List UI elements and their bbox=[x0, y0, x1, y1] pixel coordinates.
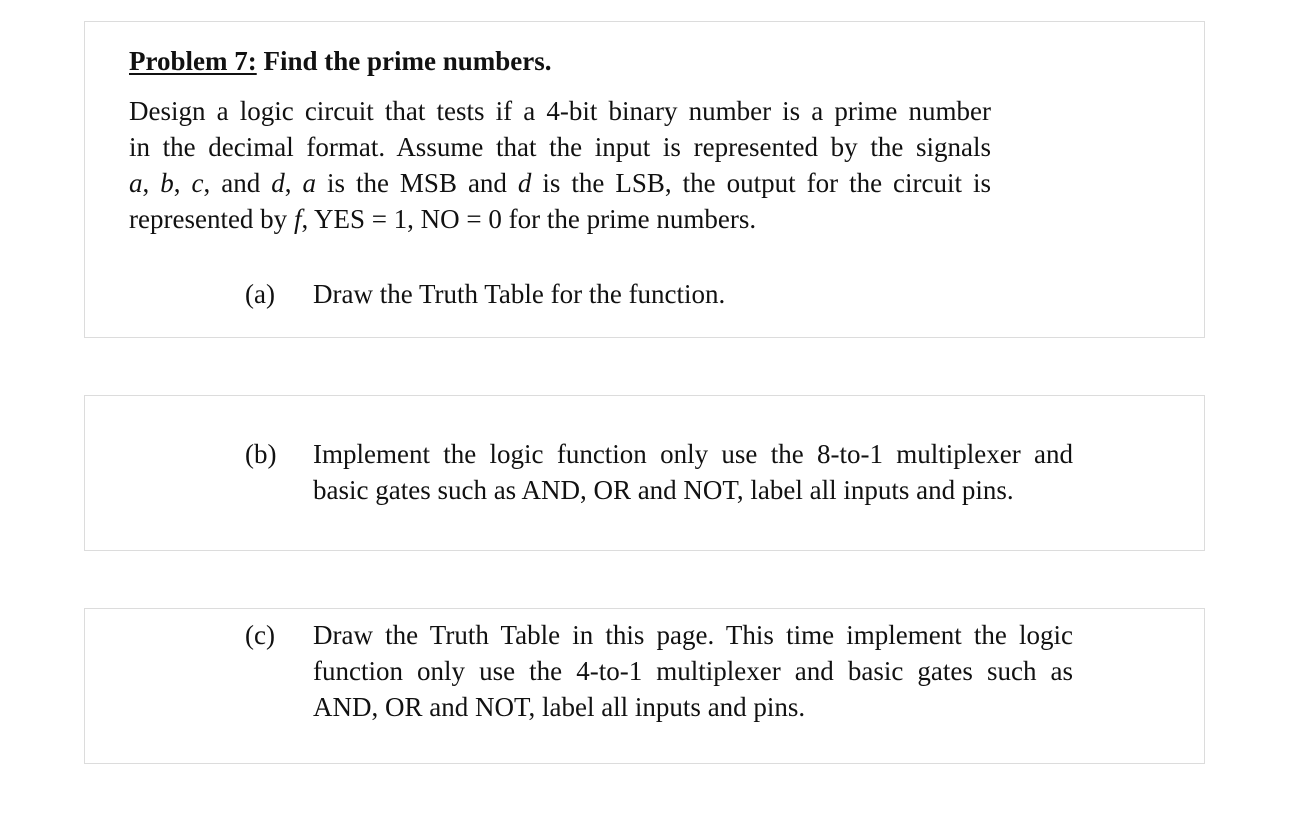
description-line-2: in the decimal format. Assume that the input is represented by the signals bbox=[129, 132, 991, 162]
part-b-marker: (b) bbox=[245, 439, 277, 469]
var-d: d bbox=[271, 168, 285, 198]
problem-description bbox=[129, 93, 991, 237]
problem-title bbox=[129, 43, 552, 79]
var-b: b bbox=[160, 168, 174, 198]
description-line-1: Design a logic circuit that tests if a 4-bit binary number is a prime number bbox=[129, 96, 991, 126]
part-a-item bbox=[245, 276, 1073, 312]
part-a-line: Draw the Truth Table for the function. bbox=[313, 279, 726, 309]
problem-panel-part-c bbox=[84, 608, 1205, 764]
part-c-text bbox=[313, 617, 1073, 725]
part-c-line-3: AND, OR and NOT, label all inputs and pins. bbox=[313, 692, 806, 722]
problem-label: Problem 7: bbox=[129, 46, 257, 76]
part-c-line-1: Draw the Truth Table in this page. This time implement the logic bbox=[313, 620, 1073, 650]
msb-var: a bbox=[302, 168, 316, 198]
var-f: f bbox=[293, 204, 302, 234]
part-c-item bbox=[245, 617, 1073, 725]
var-c: c bbox=[191, 168, 204, 198]
part-a-text bbox=[313, 276, 1073, 312]
part-c-line-2: function only use the 4-to-1 multiplexer and basic gates such as bbox=[313, 656, 1073, 686]
var-a: a bbox=[129, 168, 143, 198]
description-line-3: a, b, c, and d, a is the MSB and d is the LSB, the output for the circuit is bbox=[129, 168, 992, 198]
part-b-item bbox=[245, 436, 1073, 508]
part-b-line-2: basic gates such as AND, OR and NOT, label all inputs and pins. bbox=[313, 475, 1014, 505]
part-a-marker: (a) bbox=[245, 279, 275, 309]
problem-panel-part-b bbox=[84, 395, 1205, 551]
problem-heading: Find the prime numbers. bbox=[256, 46, 552, 76]
part-c-marker: (c) bbox=[245, 620, 275, 650]
lsb-var: d bbox=[517, 168, 532, 198]
description-line-4: represented by f, YES = 1, NO = 0 for the prime numbers. bbox=[129, 204, 757, 234]
part-b-text bbox=[313, 436, 1073, 508]
part-b-line-1: Implement the logic function only use the 8-to-1 multiplexer and bbox=[313, 439, 1073, 469]
